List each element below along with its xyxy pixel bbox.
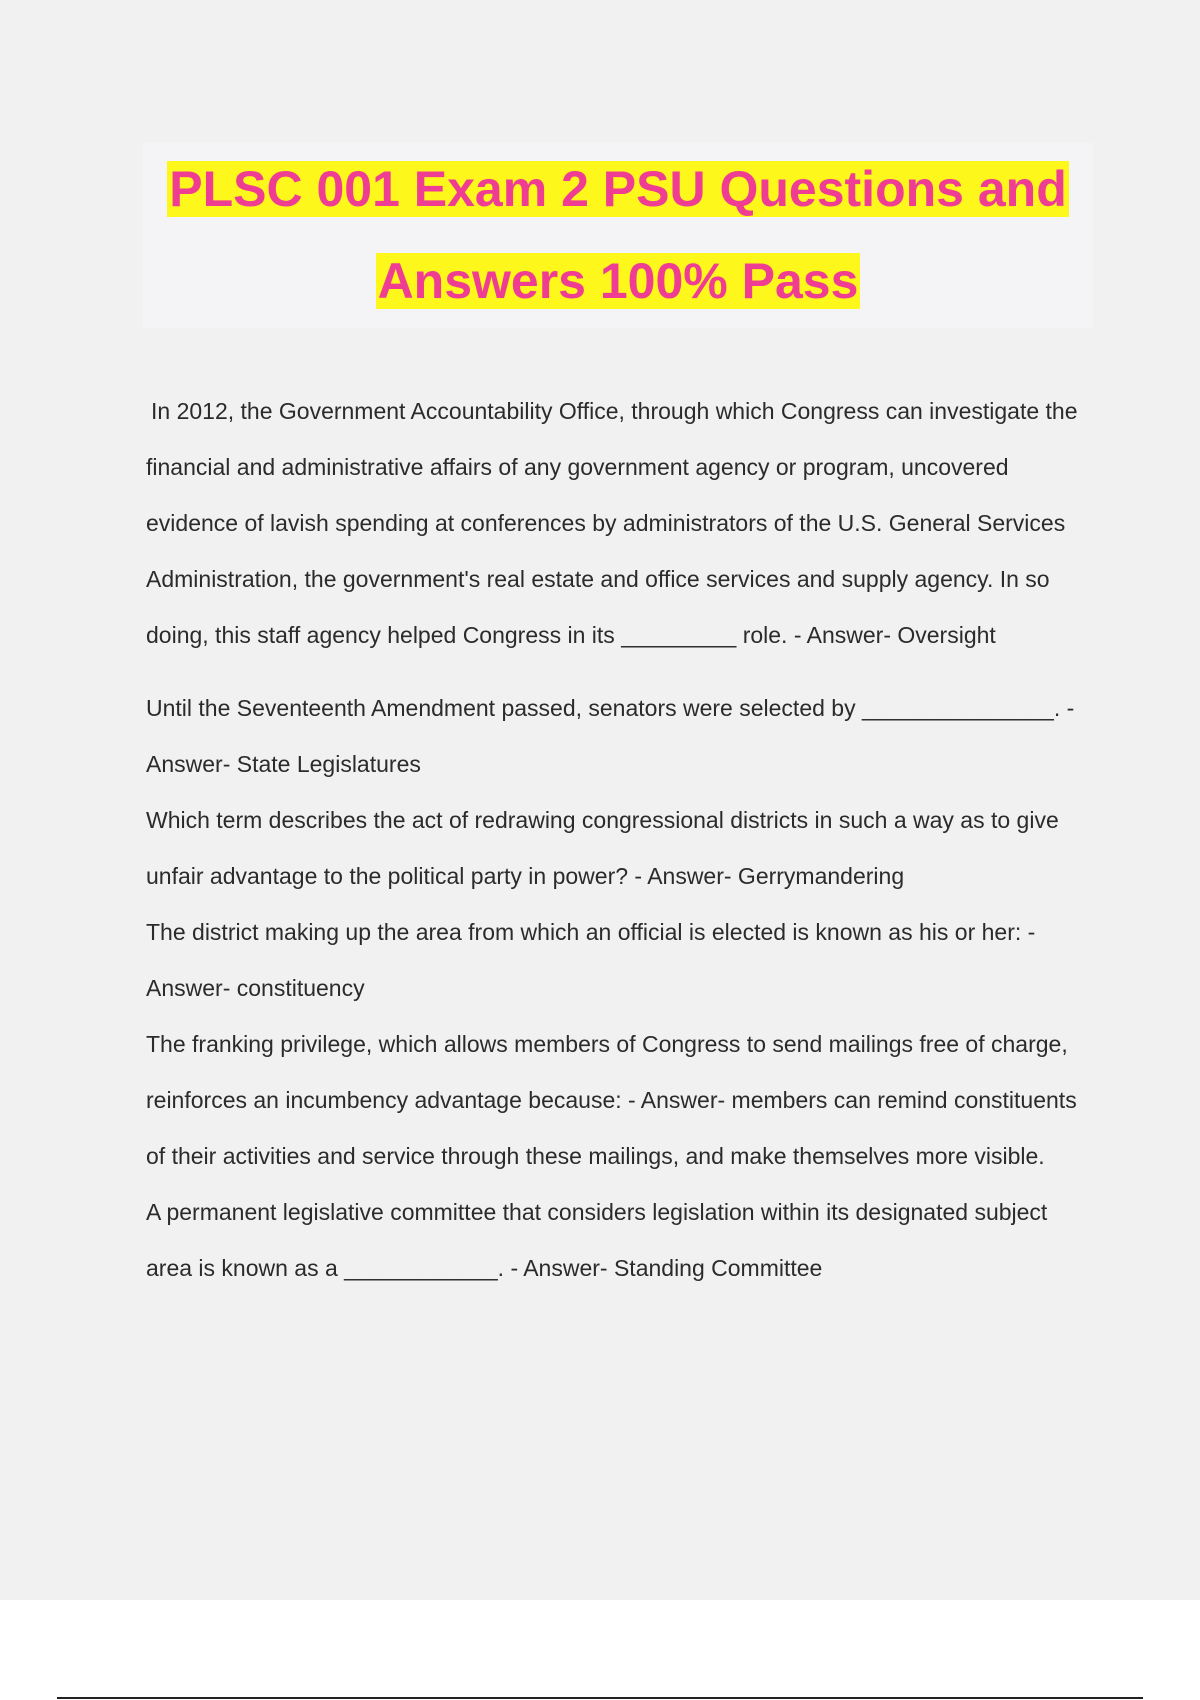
qa-item-constituency: The district making up the area from which an official is elected is known as his or her: - Answer- constituency xyxy=(146,919,1036,1001)
qa-item-oversight: In 2012, the Government Accountability Office, through which Congress can investigate the financial and administrative affairs of any government agency or program, uncovered evidence of lavish spending at conferences by administrators of the U.S. General Services Administration, the government's real estate and office services and supply agency. In so doing, this staff agency helped Congress in its _________ role. - Answer- Oversight xyxy=(146,398,1078,648)
document-title-line-1: PLSC 001 Exam 2 PSU Questions and xyxy=(169,161,1067,217)
footer-divider xyxy=(57,1697,1143,1699)
page-footer xyxy=(0,1600,1200,1700)
question-answer-list xyxy=(146,383,1096,1296)
document-title-line-2: Answers 100% Pass xyxy=(377,253,859,309)
qa-item-gerrymandering: Which term describes the act of redrawing congressional districts in such a way as to give unfair advantage to the political party in power? - Answer- Gerrymandering xyxy=(146,807,1059,889)
qa-item-standing-committee: A permanent legislative committee that considers legislation within its designated subject area is known as a ____________. - Answer- Standing Committee xyxy=(146,1199,1048,1281)
qa-item-franking-privilege: The franking privilege, which allows members of Congress to send mailings free of charge, reinforces an incumbency advantage because: - Answer- members can remind constituents of their activities and service through these mailings, and make themselves more visible. xyxy=(146,1031,1077,1169)
qa-item-state-legislatures: Until the Seventeenth Amendment passed, senators were selected by _______________. - Answer- State Legislatures xyxy=(146,695,1075,777)
title-block xyxy=(143,143,1093,328)
